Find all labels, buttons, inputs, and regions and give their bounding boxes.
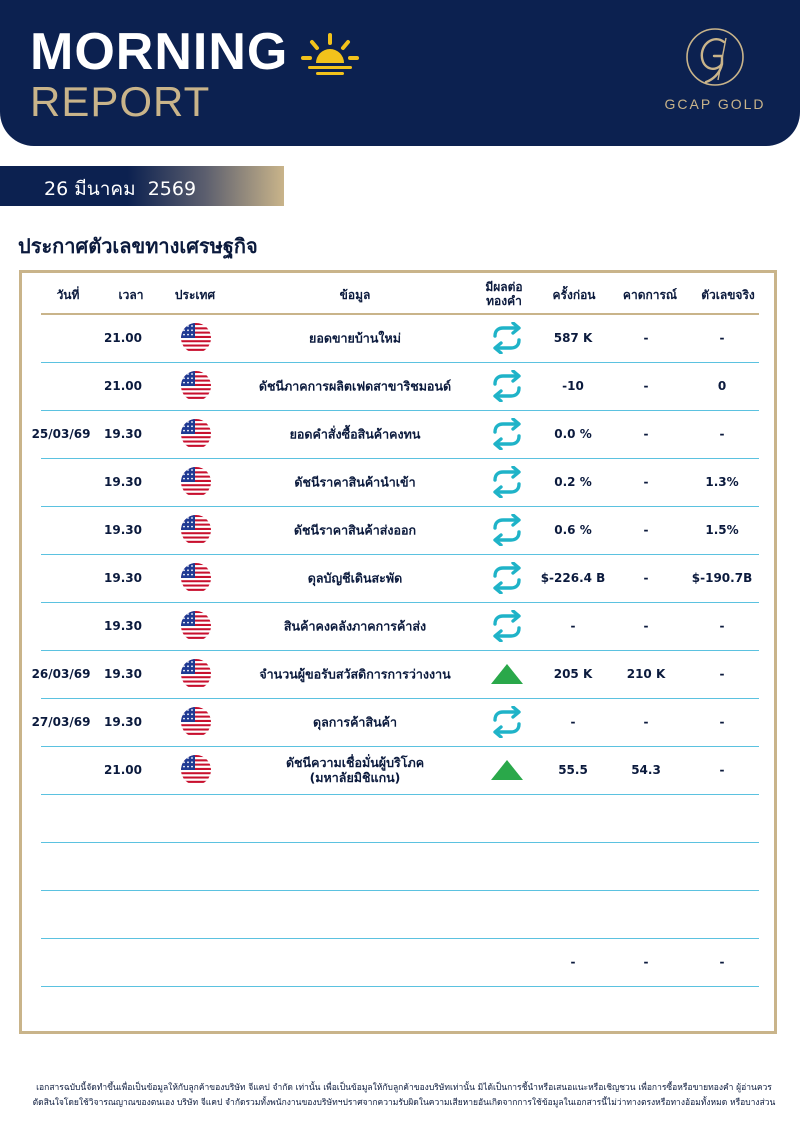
date-banner: [0, 166, 284, 206]
col-header-date: วันที่: [56, 288, 80, 302]
cell-time: 19.30: [104, 619, 142, 633]
col-header-info: ข้อมูล: [339, 288, 371, 302]
cell-info-line-1: ดุลการค้าสินค้า: [312, 714, 397, 730]
row-divider: [41, 938, 759, 939]
cell-previous: -: [570, 715, 576, 729]
col-header-impact-2: ทองคำ: [486, 294, 522, 308]
cell-info-line-2: (มหาลัยมิชิแกน): [309, 770, 401, 785]
cell-actual: 1.3%: [705, 475, 739, 489]
cell-actual: $-190.7B: [691, 571, 753, 585]
disclaimer: [24, 1081, 784, 1111]
cell-actual: -: [719, 331, 725, 345]
report-title-report: REPORT: [30, 78, 211, 125]
cell-time: 19.30: [104, 475, 142, 489]
row-divider: [41, 698, 759, 699]
row-divider: [41, 890, 759, 891]
neutral-repeat-icon: [489, 466, 525, 498]
cell-previous: 587 K: [553, 331, 593, 345]
row-divider: [41, 602, 759, 603]
sunrise-icon: [300, 32, 360, 76]
cell-time: 19.30: [104, 571, 142, 585]
cell-previous: 0.0 %: [554, 427, 592, 441]
cell-info: [220, 571, 490, 586]
cell-time: 19.30: [104, 667, 142, 681]
cell-info-line-1: ยอดขายบ้านใหม่: [309, 330, 401, 346]
row-divider: [41, 410, 759, 411]
neutral-repeat-icon: [489, 418, 525, 450]
cell-actual: -: [719, 955, 725, 969]
cell-previous: -: [570, 619, 576, 633]
cell-forecast: 210 K: [626, 667, 666, 681]
cell-forecast: -: [643, 523, 649, 537]
cell-info: [220, 379, 490, 394]
cell-time: 21.00: [104, 331, 142, 345]
col-header-time: เวลา: [118, 288, 144, 302]
neutral-repeat-icon: [489, 322, 525, 354]
us-flag-icon: [181, 419, 211, 449]
cell-actual: -: [719, 427, 725, 441]
cell-previous: 0.6 %: [554, 523, 592, 537]
us-flag-icon: [181, 659, 211, 689]
cell-forecast: -: [643, 475, 649, 489]
neutral-repeat-icon: [489, 370, 525, 402]
row-divider: [41, 650, 759, 651]
row-divider: [41, 362, 759, 363]
report-header: [0, 0, 800, 146]
row-divider: [41, 458, 759, 459]
row-divider: [41, 746, 759, 747]
cell-time: 21.00: [104, 763, 142, 777]
cell-time: 21.00: [104, 379, 142, 393]
report-date: 26 มีนาคม 2569: [44, 178, 197, 200]
cell-info-line-1: ดัชนีราคาสินค้าส่งออก: [293, 522, 417, 538]
col-header-previous: ครั้งก่อน: [552, 288, 596, 302]
neutral-repeat-icon: [489, 706, 525, 738]
header-divider: [41, 313, 759, 315]
gcap-logo-icon: [684, 26, 746, 88]
cell-previous: -10: [562, 379, 584, 393]
cell-info: [220, 331, 490, 346]
logo-text: GCAP GOLD: [664, 96, 766, 112]
cell-actual: 1.5%: [705, 523, 739, 537]
row-divider: [41, 506, 759, 507]
cell-forecast: -: [643, 955, 649, 969]
us-flag-icon: [181, 467, 211, 497]
us-flag-icon: [181, 323, 211, 353]
cell-previous: 205 K: [553, 667, 593, 681]
cell-info: [220, 715, 490, 730]
cell-forecast: -: [643, 331, 649, 345]
cell-forecast: -: [643, 715, 649, 729]
cell-info: [220, 755, 490, 785]
cell-forecast: -: [643, 619, 649, 633]
cell-previous: $-226.4 B: [540, 571, 606, 585]
col-header-forecast: คาดการณ์: [622, 288, 678, 302]
row-divider: [41, 554, 759, 555]
cell-info: [220, 667, 490, 682]
us-flag-icon: [181, 371, 211, 401]
cell-info-line-1: ดัชนีราคาสินค้านำเข้า: [294, 474, 416, 490]
cell-info: [220, 619, 490, 634]
cell-info: [220, 475, 490, 490]
cell-previous: 0.2 %: [554, 475, 592, 489]
up-triangle-icon: [489, 658, 525, 690]
section-title: ประกาศตัวเลขทางเศรษฐกิจ: [18, 234, 258, 258]
us-flag-icon: [181, 755, 211, 785]
cell-time: 19.30: [104, 523, 142, 537]
us-flag-icon: [181, 515, 211, 545]
cell-info: [220, 523, 490, 538]
us-flag-icon: [181, 563, 211, 593]
cell-info-line-1: ดัชนีความเชื่อมั่นผู้บริโภค: [285, 755, 425, 770]
cell-forecast: 54.3: [631, 763, 661, 777]
disclaimer-line-2: ตัดสินใจโดยใช้วิจารณญาณของตนเอง บริษัท จีแคป จำกัดรวมทั้งพนักงานของบริษัทฯปราศจากความรับผิดในความเสียหายอันเกิดจากการใช้ข้อมูลในเอกสารนี้ไม่ว่าทางตรงหรือทางอ้อมทั้งหมด หรือบางส่วน: [32, 1098, 776, 1108]
us-flag-icon: [181, 611, 211, 641]
cell-previous: 55.5: [558, 763, 588, 777]
cell-info-line-1: ดุลบัญชีเดินสะพัด: [307, 570, 403, 586]
cell-info-line-1: ยอดคำสั่งซื้อสินค้าคงทน: [289, 426, 421, 442]
row-divider: [41, 842, 759, 843]
cell-actual: -: [719, 619, 725, 633]
cell-actual: -: [719, 667, 725, 681]
cell-actual: -: [719, 715, 725, 729]
col-header-country: ประเทศ: [174, 288, 216, 302]
cell-info-line-1: จำนวนผู้ขอรับสวัสดิการการว่างงาน: [259, 666, 451, 682]
cell-date: 26/03/69: [31, 667, 91, 681]
col-header-impact-1: มีผลต่อ: [485, 280, 523, 294]
cell-date: 25/03/69: [31, 427, 91, 441]
row-divider: [41, 986, 759, 987]
cell-forecast: -: [643, 379, 649, 393]
report-title-morning: MORNING: [30, 23, 289, 81]
cell-date: 27/03/69: [31, 715, 91, 729]
cell-info: [220, 427, 490, 442]
cell-time: 19.30: [104, 715, 142, 729]
row-divider: [41, 794, 759, 795]
cell-time: 19.30: [104, 427, 142, 441]
col-header-actual: ตัวเลขจริง: [701, 288, 755, 302]
cell-forecast: -: [643, 427, 649, 441]
us-flag-icon: [181, 707, 211, 737]
neutral-repeat-icon: [489, 610, 525, 642]
cell-forecast: -: [643, 571, 649, 585]
cell-info-line-1: สินค้าคงคลังภาคการค้าส่ง: [283, 618, 427, 634]
neutral-repeat-icon: [489, 562, 525, 594]
neutral-repeat-icon: [489, 514, 525, 546]
cell-info-line-1: ดัชนีภาคการผลิตเฟดสาขาริชมอนด์: [258, 378, 452, 394]
cell-actual: -: [719, 763, 725, 777]
up-triangle-icon: [489, 754, 525, 786]
cell-actual: 0: [717, 379, 727, 393]
cell-previous: -: [570, 955, 576, 969]
disclaimer-line-1: เอกสารฉบับนี้จัดทำขึ้นเพื่อเป็นข้อมูลให้กับลูกค้าของบริษัท จีแคป จำกัด เท่านั้น เพื่อเป็นข้อมูลให้กับลูกค้าของบริษัทเท่านั้น มิได้เป็นการชี้นำหรือเสนอแนะหรือเชิญชวน เพื่อการซื้อหรือขายทองคำ ผู้อ่านควร: [36, 1083, 772, 1093]
